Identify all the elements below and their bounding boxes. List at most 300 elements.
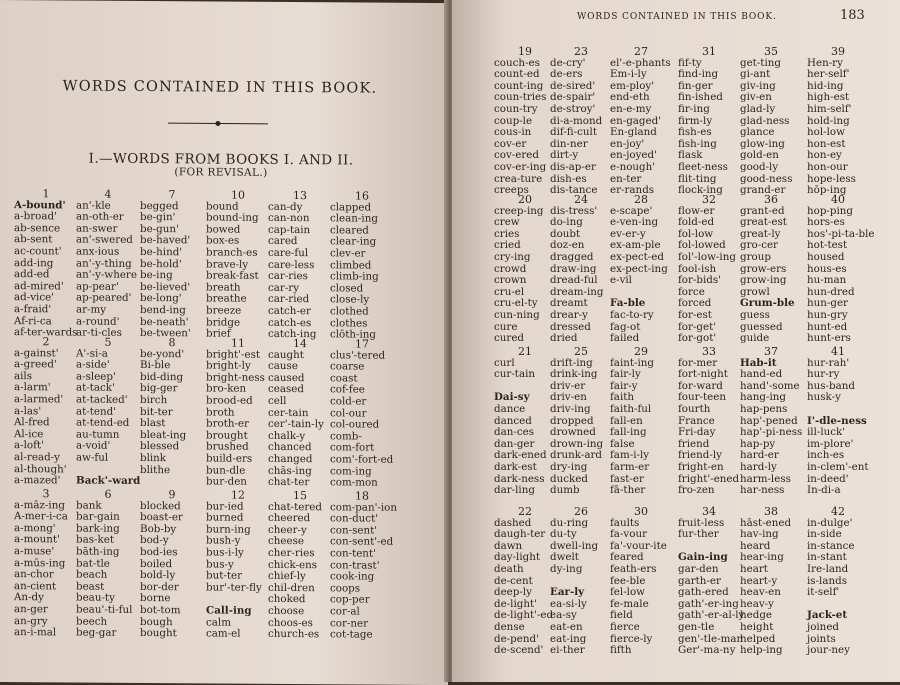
word-entry: heav-en <box>740 586 781 599</box>
word-entry: France <box>678 414 715 427</box>
lesson-number: 32 <box>702 193 716 206</box>
lesson-number: 24 <box>574 193 588 206</box>
word-entry: growl <box>740 285 770 298</box>
word-entry: col-oured <box>330 418 380 431</box>
word-entry: an'-swered <box>76 233 133 247</box>
word-entry: Call-ing <box>206 604 252 617</box>
word-entry: cof-fee <box>330 383 365 396</box>
word-entry: ex-am-ple <box>610 239 661 252</box>
word-entry: beech <box>76 615 108 628</box>
word-entry: ducked <box>550 472 588 485</box>
word-entry: faults <box>610 516 640 529</box>
word-entry: fall-en <box>610 414 643 427</box>
running-head: WORDS CONTAINED IN THIS BOOK. <box>577 12 777 22</box>
word-entry: hop-ping <box>807 204 854 217</box>
word-entry: gro-cer <box>740 239 778 252</box>
word-entry: bod-y <box>140 534 169 547</box>
word-entry: crowd <box>494 262 527 275</box>
word-entry: be-ing <box>140 269 173 282</box>
lesson-number: 17 <box>355 337 369 351</box>
word-column <box>494 506 556 657</box>
word-entry: gath'-er-ing <box>678 597 739 610</box>
word-entry: calm <box>206 615 231 629</box>
word-entry: chick-ens <box>268 558 318 571</box>
word-entry: gar-den <box>678 562 719 575</box>
word-entry: ceased <box>268 383 304 396</box>
word-entry: an-ger <box>14 603 48 616</box>
word-column <box>610 46 672 197</box>
word-entry: for-mer <box>678 356 718 369</box>
word-entry: coun-try <box>494 102 538 115</box>
word-entry: cries <box>494 227 520 240</box>
word-entry: heav-y <box>740 597 774 610</box>
word-entry: dropped <box>550 414 594 427</box>
word-entry: fel-low <box>610 586 645 599</box>
word-entry: de-stroy' <box>550 102 596 115</box>
word-column <box>740 194 802 345</box>
word-entry: borne <box>140 592 171 605</box>
word-entry: cot-tage <box>330 628 373 641</box>
word-entry: in-side <box>807 528 842 541</box>
word-entry: be-gun' <box>140 222 179 236</box>
word-entry: har-ness <box>740 484 785 497</box>
word-entry: an-chor <box>14 568 54 581</box>
word-entry: harm-less <box>740 472 791 485</box>
lesson-number: 8 <box>168 336 176 350</box>
word-entry: a-void' <box>76 439 111 453</box>
word-entry: hard-ly <box>740 460 777 473</box>
word-entry: clean-ing <box>330 212 378 225</box>
word-entry: glad-ness <box>740 114 790 127</box>
word-entry: bur-ied <box>206 500 244 513</box>
word-entry: Ger'-ma-ny <box>678 644 736 657</box>
lesson-number: 30 <box>634 505 648 518</box>
word-entry: for-bids' <box>678 274 722 287</box>
word-entry: bur-den <box>206 475 247 488</box>
word-entry: cell <box>268 394 287 407</box>
word-entry: de-pend' <box>494 632 539 645</box>
word-entry: A'-si-a <box>76 347 108 360</box>
word-entry: be-hold' <box>140 257 182 270</box>
word-entry: hon-our <box>807 160 848 173</box>
word-entry: four-teen <box>678 391 727 404</box>
lesson-number: 35 <box>764 45 778 58</box>
word-entry: a-fraid' <box>14 303 52 316</box>
word-entry: for-est <box>678 308 712 321</box>
word-entry: grand-er <box>740 184 786 197</box>
word-entry: big-ger <box>140 382 178 395</box>
word-entry: a-greed' <box>14 358 57 371</box>
word-entry: forced <box>678 297 712 310</box>
word-entry: ex-pect-ing <box>610 262 668 275</box>
word-entry: care-ful <box>268 246 309 260</box>
word-entry: fruit-less <box>678 516 725 529</box>
word-entry: gi-ant <box>740 68 771 81</box>
word-entry: jour-ney <box>807 644 850 657</box>
word-entry: end-eth <box>610 91 650 104</box>
word-entry: Dai-sy <box>494 391 530 404</box>
word-entry: giv-ing <box>740 79 776 92</box>
word-entry: blast <box>140 417 166 430</box>
word-entry: com-fort <box>330 441 375 454</box>
word-entry: cer'-tain-ly <box>268 418 324 431</box>
word-column <box>678 194 740 345</box>
lesson-number: 38 <box>764 505 778 518</box>
lesson-number: 22 <box>518 505 532 518</box>
word-entry: add-ed <box>14 268 50 281</box>
word-entry: boiled <box>140 557 173 570</box>
lesson-number: 34 <box>702 505 716 518</box>
word-entry: ails <box>14 369 33 383</box>
word-entry: de-sired' <box>550 79 596 92</box>
word-entry: fol-lowed <box>678 239 726 252</box>
word-entry: feared <box>610 551 644 564</box>
word-entry: Em-i-ly <box>610 68 647 81</box>
word-entry: bro-ken <box>206 382 247 396</box>
word-column <box>740 506 802 657</box>
word-entry: dream-ing <box>550 285 604 298</box>
word-entry: du-ty <box>550 528 577 541</box>
word-entry: bit-ter <box>140 405 173 418</box>
word-entry: hap'-pened <box>740 414 798 427</box>
lesson-number: 18 <box>355 489 369 503</box>
word-entry: cov-er <box>494 137 527 150</box>
word-entry: cause <box>268 360 298 373</box>
word-entry: force <box>678 285 705 298</box>
word-entry: bold-ly <box>140 569 176 582</box>
word-entry: brave-ly <box>206 258 249 271</box>
word-entry: fourth <box>678 402 711 415</box>
word-entry: birch <box>140 393 168 407</box>
word-entry: en-joy' <box>610 137 645 150</box>
word-entry: e-scape' <box>610 204 653 217</box>
word-entry: drowned <box>550 426 596 439</box>
word-entry: ap-peared' <box>76 291 132 305</box>
word-entry: con-duct' <box>330 512 379 525</box>
word-entry: break-fast <box>206 269 259 282</box>
word-entry: cook-ing <box>330 570 375 583</box>
word-entry: farm-er <box>610 460 650 473</box>
lesson-number: 36 <box>764 193 778 206</box>
word-entry: a-muse' <box>14 545 55 558</box>
word-entry: heart <box>740 562 768 575</box>
word-column <box>14 488 78 639</box>
word-entry: dense <box>494 620 525 633</box>
word-entry: de-light'-ed <box>494 609 554 622</box>
word-entry: boast-er <box>140 511 183 524</box>
word-entry: beau'-ti-ful <box>76 603 133 616</box>
word-entry: a-mazed' <box>14 474 61 487</box>
word-entry: heart-y <box>740 574 778 587</box>
word-entry: get-ting <box>740 56 781 69</box>
word-entry: be-neath' <box>140 315 189 328</box>
word-entry: chat-ter <box>268 475 310 489</box>
word-entry: coun-tries <box>494 91 547 104</box>
word-entry: a-mong' <box>14 521 56 535</box>
word-entry: heard <box>740 539 771 552</box>
word-entry: bod-ies <box>140 545 178 559</box>
word-entry: dark-est <box>494 460 537 473</box>
word-entry: dressed <box>550 320 591 333</box>
word-entry: cru-el-ty <box>494 297 538 310</box>
word-entry: bot-tom <box>140 603 181 617</box>
lesson-number: 15 <box>293 489 307 503</box>
word-entry: dawn <box>494 539 523 552</box>
word-entry: coup-le <box>494 114 533 127</box>
word-entry: blocked <box>140 499 181 512</box>
word-entry: beast <box>76 580 105 593</box>
word-entry: cov-ered <box>494 149 539 162</box>
word-entry: brought <box>206 429 248 442</box>
word-column <box>678 46 740 197</box>
word-entry: fair-ly <box>610 368 641 381</box>
word-entry: fort-night <box>678 368 728 381</box>
word-entry: cher-ries <box>268 546 315 560</box>
lesson-number: 6 <box>104 487 112 501</box>
word-entry: au-tumn <box>76 428 120 441</box>
word-entry: feath-ers <box>610 562 657 575</box>
word-entry: breathe <box>206 292 247 306</box>
word-entry: dwell-ing <box>550 539 599 552</box>
word-entry: hav-ing <box>740 528 779 541</box>
word-entry: burn-ing <box>206 523 251 536</box>
lesson-number: 7 <box>168 188 176 202</box>
word-entry: driv-ing <box>550 402 591 415</box>
word-entry: er-rands <box>610 184 655 197</box>
word-entry: be-hind' <box>140 245 183 259</box>
word-entry: hot-test <box>807 239 848 252</box>
word-entry: close-ly <box>330 293 370 306</box>
word-entry: chat-tered <box>268 500 322 513</box>
word-entry: dan-ger <box>494 437 535 450</box>
word-entry: giv-en <box>740 91 772 104</box>
word-entry: an-gry <box>14 614 48 627</box>
word-entry: car-ried <box>268 293 310 306</box>
word-entry: fol'-low-ing <box>678 250 736 263</box>
word-entry: dar-ling <box>494 484 535 497</box>
word-entry: fold-ed <box>678 216 715 229</box>
lesson-number: 33 <box>702 345 716 358</box>
word-entry: group <box>740 250 771 263</box>
word-entry: en-gaged' <box>610 114 662 127</box>
word-entry: cous-in <box>494 126 532 139</box>
word-entry: ad-vice' <box>14 291 55 304</box>
word-entry: day-light <box>494 551 540 564</box>
word-entry: creeps <box>494 184 529 197</box>
word-entry: Jack-et <box>807 609 848 622</box>
lesson-number: 4 <box>104 187 112 201</box>
word-entry: aw-ful <box>76 451 109 464</box>
word-entry: cur-tain <box>494 368 536 381</box>
word-entry: failed <box>610 332 640 345</box>
word-column <box>807 193 875 345</box>
word-entry: a-loft' <box>14 439 44 452</box>
word-entry: count-ing <box>494 79 544 92</box>
word-entry: di-a-mond <box>550 114 603 127</box>
word-entry: drift-ing <box>550 356 593 369</box>
word-entry: flock-ing <box>678 184 723 197</box>
word-entry: inch-es <box>807 449 845 462</box>
word-entry: de-cry' <box>550 56 586 69</box>
word-entry: fol-low <box>678 227 714 240</box>
word-entry: an'-y-where <box>76 268 137 282</box>
word-entry: hol-low <box>807 126 845 139</box>
word-column <box>76 337 140 488</box>
word-entry: deep-ly <box>494 586 532 599</box>
word-entry: dashed <box>494 516 532 529</box>
word-entry: a-larm' <box>14 381 51 394</box>
lesson-number: 16 <box>355 189 369 203</box>
word-entry: blithe <box>140 463 171 476</box>
word-entry: A-mer-i-ca <box>14 510 68 523</box>
word-column <box>807 506 869 657</box>
word-entry: draw-ing <box>550 262 597 275</box>
word-entry: bark-ing <box>76 522 120 535</box>
word-entry: hid-ing <box>807 79 844 92</box>
word-entry: anx-ious <box>76 245 120 258</box>
word-column <box>76 189 140 340</box>
word-entry: dread-ful <box>550 274 598 287</box>
word-entry: caught <box>268 348 304 361</box>
word-entry: dragged <box>550 250 594 263</box>
word-entry: chalk-y <box>268 429 306 442</box>
left-page <box>0 0 448 685</box>
lesson-number: 28 <box>634 193 648 206</box>
word-entry: cheese <box>268 535 304 548</box>
word-column <box>807 46 869 197</box>
word-entry: an-cient <box>14 579 57 593</box>
word-entry: care-less <box>268 258 315 271</box>
word-column <box>740 346 802 497</box>
word-entry: clus'-tered <box>330 348 386 362</box>
word-entry: dirt-y <box>550 149 579 162</box>
word-entry: beau-ty <box>76 591 115 605</box>
lesson-number: 25 <box>574 345 588 358</box>
word-entry: A-bound' <box>14 198 66 212</box>
word-entry: dish-es <box>550 172 587 185</box>
word-entry: crown <box>494 274 527 287</box>
word-column <box>330 489 398 641</box>
word-entry: cheered <box>268 512 311 525</box>
word-entry: flow-er <box>678 204 715 217</box>
word-entry: husk-y <box>807 391 841 404</box>
word-column <box>494 194 556 345</box>
word-entry: bat-tle <box>76 557 110 570</box>
word-entry: com-mon <box>330 476 378 489</box>
word-entry: brood-ed <box>206 394 253 407</box>
word-entry: a-round' <box>76 315 120 328</box>
word-entry: count-ed <box>494 68 540 81</box>
word-entry: cold-er <box>330 395 367 408</box>
word-entry: choose <box>268 604 305 618</box>
word-entry: I'-dle-ness <box>807 414 867 427</box>
word-entry: fast-er <box>610 472 644 485</box>
word-entry: a-sleep' <box>76 370 116 383</box>
word-entry: firm-ly <box>678 114 713 127</box>
word-entry: fifth <box>610 644 632 657</box>
word-entry: de-cent <box>494 574 533 587</box>
word-entry: drear-y <box>550 308 588 321</box>
word-entry: be-haved' <box>140 234 191 247</box>
word-entry: doz-en <box>550 239 585 252</box>
word-entry: doubt <box>550 227 581 240</box>
word-entry: fa-vour <box>610 528 647 541</box>
word-entry: eat-en <box>550 620 583 633</box>
word-entry: in-stant <box>807 551 847 564</box>
word-entry: ev-er-y <box>610 227 646 240</box>
lesson-number: 26 <box>574 505 588 518</box>
word-entry: faint-ing <box>610 356 655 369</box>
word-entry: gen'-tle-man <box>678 632 744 645</box>
word-entry: bun-dle <box>206 463 246 477</box>
word-entry: bright'-est <box>206 348 260 361</box>
word-entry: de-spair' <box>550 91 596 104</box>
word-column <box>330 190 394 341</box>
word-entry: hous-es <box>807 262 847 275</box>
word-entry: broth <box>206 406 235 419</box>
word-entry: af-ter-wards <box>14 326 78 339</box>
word-entry: guessed <box>740 320 783 333</box>
word-entry: burned <box>206 511 244 524</box>
word-column <box>14 188 78 339</box>
word-entry: An-dy <box>14 591 44 604</box>
word-entry: box-es <box>206 234 240 248</box>
word-entry: bend-ing <box>140 303 186 317</box>
word-entry: hap'-pi-ness <box>740 426 803 439</box>
word-entry: fur-ther <box>678 528 719 541</box>
word-entry: be-gin' <box>140 211 176 224</box>
word-entry: death <box>494 562 524 575</box>
word-column <box>14 336 78 487</box>
word-entry: e-vil <box>610 274 632 287</box>
word-entry: driv-er <box>550 379 586 392</box>
word-entry: dwelt <box>550 551 579 564</box>
word-entry: dreamt <box>550 297 588 310</box>
word-column <box>268 190 332 341</box>
word-entry: hap-py <box>740 437 776 450</box>
word-entry: breeze <box>206 304 242 317</box>
word-column <box>678 505 745 657</box>
word-column <box>494 46 556 197</box>
word-column <box>610 194 672 345</box>
page-number: 183 <box>840 8 865 23</box>
word-entry: for-ward <box>678 379 723 392</box>
word-entry: hun-gry <box>807 308 848 321</box>
word-entry: helped <box>740 632 776 645</box>
word-entry: a-mūs-ing <box>14 556 66 570</box>
word-entry: con-sent' <box>330 524 378 537</box>
word-entry: ill-luck' <box>807 426 846 439</box>
word-entry: Gain-ing <box>678 551 728 564</box>
word-entry: Al-fred <box>14 416 50 429</box>
word-entry: hedge <box>740 609 773 622</box>
word-entry: flit-ting <box>678 172 717 185</box>
word-entry: cru-el <box>494 285 525 298</box>
page-title: WORDS CONTAINED IN THIS BOOK. <box>62 78 378 97</box>
word-entry: hāst-ened <box>740 516 792 529</box>
word-entry: faith <box>610 391 635 404</box>
word-entry: in-deed' <box>807 472 849 485</box>
word-entry: clōth-ing <box>330 328 377 341</box>
word-column <box>206 489 270 640</box>
lesson-number: 5 <box>104 335 112 349</box>
word-entry: housed <box>807 250 845 263</box>
word-column <box>330 338 394 489</box>
word-entry: bus-y <box>206 558 234 571</box>
word-entry: con-trast' <box>330 558 380 572</box>
lesson-number: 13 <box>293 189 307 203</box>
word-entry: fir-ing <box>678 102 710 115</box>
